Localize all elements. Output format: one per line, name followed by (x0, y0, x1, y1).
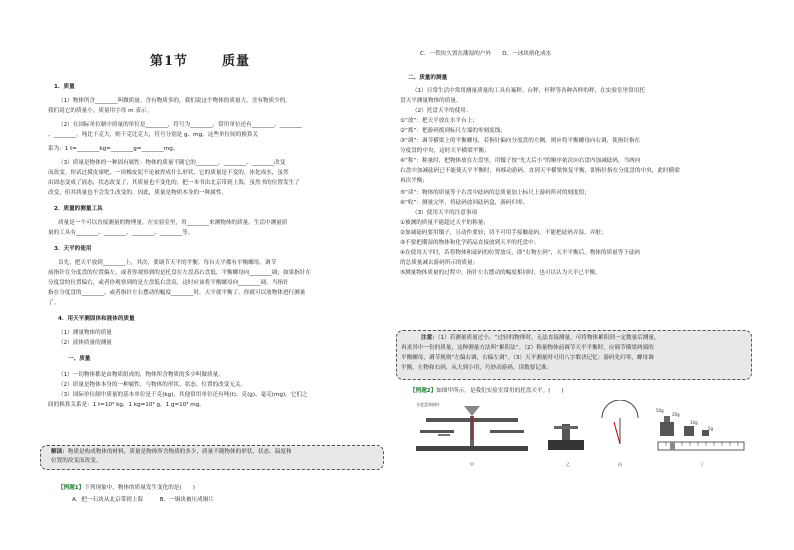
example-1-tag: 【例题1】 (58, 485, 85, 491)
left-line-5: 、________。吨比千克大，则千克比克大，符号分别是 g、mg。这些单位间的换算关 (48, 132, 259, 138)
page-title (150, 50, 250, 69)
left-line-17: 分度盘的位置偏右，或者你观察到的是左盘低右盘高，这时应该将平衡螺母向________调。当指针 (48, 280, 289, 286)
right-note-line-4: 平衡，左物和右码，从大到小用，巧妙动游码，读数要记准。 (401, 365, 553, 371)
right-line-13: ⑥“收”：测量完毕，将砝码放回砝码盒，游码归零。 (400, 200, 529, 206)
right-line-5: ①“放”：把天平放在水平台上； (400, 118, 478, 124)
right-line-19: 的总质量减去游码所示的质量； (400, 260, 479, 266)
figure-label-jia: 甲 (470, 462, 474, 467)
left-line-10: 改变，但其质量也不会发生改变的。因此，质量是物质本身的一种属性。 (48, 190, 228, 196)
right-note-title: 注意： (421, 335, 438, 341)
right-note-line-1: （1）若测量质量过小，“过轻的物体时，无法直接测量，可将物体累积到一定数量后测量， (437, 335, 660, 341)
left-line-19: 了。 (48, 300, 60, 306)
right-line-2: （1）日常生活中常用测量质量的工具有案秤、台秤、杆秤等各种各样的秤，在实验室里常用托 (412, 88, 645, 94)
right-line-9: ④“称”：称量时，把物体放在左盘里，用镊子按“先大后小”的顺序依次向右盘内加减砝码，当两向 (400, 158, 641, 164)
right-line-1: 二、质量的测量 (408, 75, 448, 81)
example-1-question: 下列现象中，物体的质量发生变化的是( ) (84, 485, 195, 491)
left-line-12: 质量是一个可以直接测量的物理量。在实验室里，用________来测物体的质量。生活中测量质 (58, 220, 288, 226)
left-line-14: 3．天平的使用 (54, 246, 92, 252)
left-line-8: 而改变。你试过摸皮球吧，一块橡皮泥不论被捏成什么形状，它的质量是不变的。冰化成水，虽然 (48, 170, 289, 176)
right-line-6: ②“拨”：把游码拨到标尺左端的零刻度线； (400, 128, 506, 134)
balance-figures (408, 400, 758, 462)
left-line-26: （3）国际单位制中质量的基本单位是千克(kg)，其他常用单位还有吨(t)、克(g)、毫克(mg)。它们之 (58, 392, 308, 398)
right-line-16: ②加减砝码要用镊子，且动作要轻；切不可用手接触砝码，不能把砝码弄湿、弄脏； (400, 230, 607, 236)
balance-yi-figure (548, 424, 584, 450)
balance-ding-figure (658, 416, 744, 450)
right-line-14: （3）使用天平的注意事项 (412, 210, 478, 216)
balance-jia-figure (416, 406, 528, 451)
example-2-question: 如图甲所示，是我们实验室常用的托盘天平。( ) (436, 388, 564, 394)
left-line-27: 间的换算关系是：1 t=10³ kg，1 kg=10³ g，1 g=10³ mg。 (48, 402, 205, 408)
right-note-line-2: 再求其中一份的质量，这种测量方法叫“累积法”。（2）称量物体前调节天平平衡时，应调节横梁两端的 (401, 345, 654, 351)
left-line-22: （2）液体质量的测量 (58, 340, 112, 346)
right-line-4: （2）托盘天平的使用： (412, 108, 472, 114)
right-line-15: ①被测的质量不能超过天平的称量； (400, 220, 489, 226)
left-line-1: 1．质量 (54, 84, 75, 90)
left-line-13: 量的工具有________、________、________、________等。 (48, 230, 194, 236)
left-note-box (40, 445, 384, 470)
example-2 (410, 387, 564, 395)
left-line-25: （2）质量是物体本身的一种属性，与物体的形状、状态、位置的改变无关。 (58, 382, 247, 388)
left-line-6: 系为：1 t=________kg=________g=________mg。 (48, 146, 179, 152)
left-line-9: 由固态变成了液态，状态改变了，其质量也不变化的。把一本书由北京带到上海，虽然书的位置发生了 (48, 180, 300, 186)
figure-label-ding: 丁 (700, 462, 704, 467)
weight-label-5g: 5g (708, 426, 714, 431)
example-1-options: A．把一石块从北京带到上海 B．一铜块被压成铜片 (72, 497, 214, 503)
weight-label-50g: 50g (656, 408, 664, 413)
right-line-10: 右盘中加减砝码已不能使天平平衡时，再移动游码，直到天平横梁恢复平衡，即指针指在分度盘的中央，此时横梁 (400, 168, 680, 174)
right-line-8: 分度盘的中央，这时天平横梁平衡； (400, 148, 490, 154)
left-note-line-1: 物质是构成物体的材料，质量是物体所含物质的多少，质量不随物体的形状、状态、温度和 (67, 449, 292, 455)
left-line-16: 前指针在分度盘的位置偏左，或者你观察到的是托盘在左盘高右盘低，平衡螺母向________调；如果指针在 (48, 270, 311, 276)
example-2-tag: 【例题2】 (410, 388, 437, 394)
right-line-11: 再次平衡； (400, 178, 428, 184)
right-note-box (396, 330, 752, 380)
left-line-4: （2）在国际单位制中质量的单位是________，符号为________，常用单位还有________、________ (58, 122, 303, 128)
left-line-24: （1）一切物体都是由物质组成的，物体所含物质的多少叫做质量。 (58, 372, 224, 378)
right-line-17: ③不要把潮湿的物体和化学药品直接放到天平的托盘中； (400, 240, 540, 246)
figure-label-yi: 乙 (566, 462, 570, 467)
left-line-3: 我们说它的质量小。质量用字母 m 表示。 (48, 108, 153, 114)
example-1 (58, 484, 195, 492)
left-note-line-2: 位置的改变而改变。 (51, 458, 102, 464)
right-line-7: ③“调”：调节横梁上的平衡螺母，若指针偏向分度盘的左侧，则应将平衡螺母向右调，使指针指在 (400, 138, 641, 144)
left-line-18: 指在分度盘的________，或者指针左右摆动的幅度________时，天平就平衡了。你就可以放物体进行测量 (48, 290, 306, 296)
left-line-2: （1）物体所含________叫做质量。含有物质多的，我们说这个物体的质量大，含有物质少的， (58, 98, 291, 104)
weight-label-20g: 20g (672, 412, 680, 417)
figure-label-bing: 丙 (618, 462, 622, 467)
right-top-options: C．一铁块久置在潮湿的户外 D．一冰块熔化成水 (420, 51, 552, 57)
right-line-3: 盘天平测量物体的质量。 (400, 98, 462, 104)
left-note-title: 解读： (51, 449, 68, 455)
left-line-15: 首先，把天平放到________上，其次，要调节天平的平衡。每台天平都有平衡螺母，调节 (58, 260, 277, 266)
section-number: 第1节 (150, 54, 189, 69)
balance-bing-figure (602, 400, 638, 444)
right-note-line-3: 平衡螺母，调节规则“左偏右调，右偏左调”。（3）天平测量时可用八字歌诀记忆：游码先归零，螺母调 (401, 355, 654, 361)
right-line-12: ⑤“读”：物体的质量等于右盘中砝码的总质量加上标尺上游码所对的刻度值； (400, 190, 590, 196)
weight-label-10g: 10g (690, 420, 698, 425)
figure-label-pointer: 分度盘和指针 (416, 402, 440, 407)
left-line-7: （3）质量是物体的一种固有属性：物体的质量不随它的________、________、________改变 (58, 160, 286, 166)
right-line-18: ④在使用天平时，若将物体和砝码的位置放反，即“右物左码”，天平平衡后，物体的质量等于砝码 (400, 250, 641, 256)
left-line-21: （1）测量物体的质量 (58, 330, 112, 336)
section-name: 质量 (222, 54, 251, 69)
left-line-23: 一、质量 (68, 356, 91, 362)
left-line-11: 2．质量的测量工具 (54, 206, 103, 212)
left-line-20: 4．用天平测固体和液体的质量 (58, 316, 135, 322)
right-line-20: ⑤测量物体质量的过程中，指针左右摆动的幅度相同时，也可以认为天平已平衡。 (400, 270, 601, 276)
